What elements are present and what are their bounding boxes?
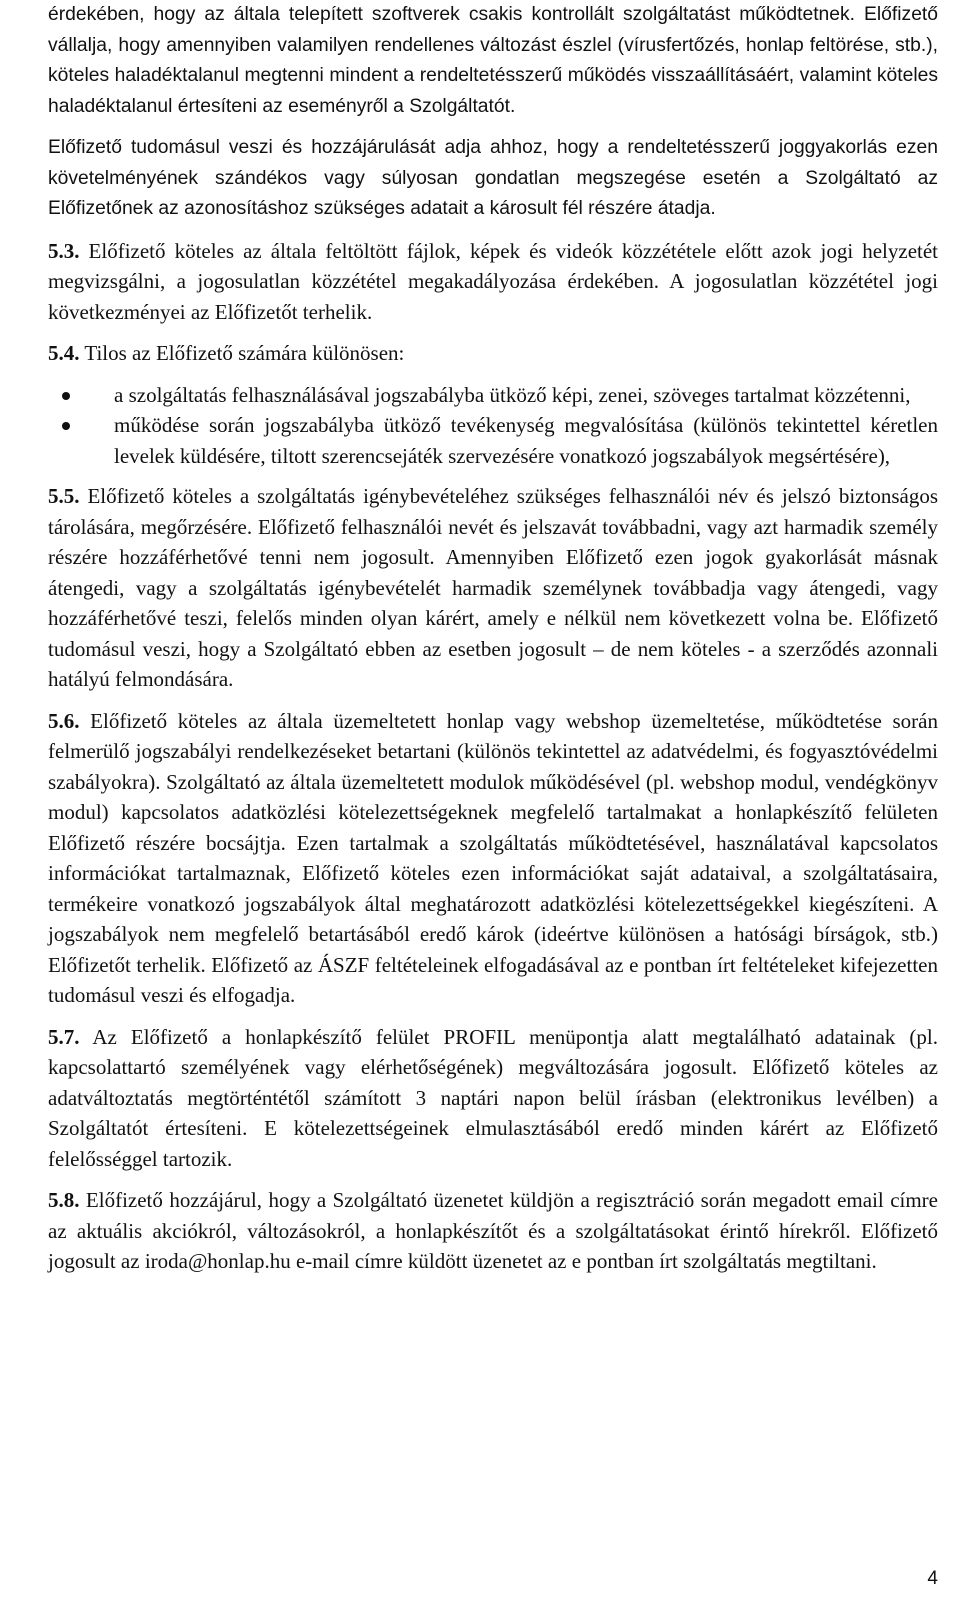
section-text: Előfizető köteles a szolgáltatás igénybevételéhez szükséges felhasználói név és jelszó biztonságos tárolására, megőrzésére. Előfizető felhasználói nevét és jelszavát továbbadni, vagy azt harmadik személy részére hozzáférhetővé tenni nem jogosult. Amennyiben Előfizető ezen jogok gyakorlását másnak átengedi, vagy a szolgáltatás igénybevételét harmadik személynek továbbadja vagy átengedi, vagy hozzáférhetővé teszi, felelős minden olyan kárért, amely e nélkül nem következett volna be. Előfizető tudomásul veszi, hogy a Szolgáltató ebben az esetben jogosult – de nem köteles - a szerződés azonnali hatályú felmondására. bbox=[48, 484, 938, 691]
section-text: Előfizető köteles az általa üzemeltetett honlap vagy webshop üzemeltetése, működtetése során felmerülő jogszabályi rendelkezéseket betartani (különös tekintettel az adatvédelmi, és fogyasztóvédelmi szabályokra). Szolgáltató az általa üzemeltetett modulok működésével (pl. webshop modul, vendégkönyv modul) kapcsolatos adatközlési kötelezettségeknek megfelelő tartalmakat a honlapkészítő felületen Előfizető részére bocsájtja. Ezen tartalmak a szolgáltatás működtetésével, használatával kapcsolatos információkat tartalmaznak, Előfizető köteles ezen információkat saját adataival, a szolgáltatásaira, termékeire vonatkozó jogszabályok által meghatározott adatközlési kötelezettségekkel kiegészíteni. A jogszabályok nem megfelelő betartásából eredő károk (ideértve különösen a hatósági bírságok, stb.) Előfizetőt terhelik. Előfizető az ÁSZF feltételeinek elfogadásával az e pontban írt feltételeket kifejezetten tudomásul veszi és elfogadja. bbox=[48, 708, 938, 1007]
list-item bbox=[48, 380, 938, 411]
section-5-6 bbox=[48, 706, 938, 1011]
section-text: Tilos az Előfizető számára különösen: bbox=[79, 341, 405, 365]
intro-paragraph-1: érdekében, hogy az általa telepített szoftverek csakis kontrollált szolgáltatást működtetnek. Előfizető vállalja, hogy amennyiben valamilyen rendellenes változást észlel (vírusfertőzés, honlap feltörése, stb.), köteles haladéktalanul megtenni mindent a rendeltetésszerű működés visszaállításáért, valamint köteles haladéktalanul értesíteni az eseményről a Szolgáltatót. bbox=[48, 4, 938, 117]
section-number: 5.6. bbox=[48, 708, 80, 733]
document-page bbox=[48, 0, 938, 1277]
section-number: 5.8. bbox=[48, 1188, 80, 1212]
section-5-7 bbox=[48, 1022, 938, 1175]
page-number: 4 bbox=[927, 1568, 938, 1589]
section-number: 5.3. bbox=[48, 238, 80, 263]
section-5-3 bbox=[48, 236, 938, 328]
list-item-text: a szolgáltatás felhasználásával jogszabályba ütköző képi, zenei, szöveges tartalmat közzétenni, bbox=[114, 382, 911, 407]
section-number: 5.7. bbox=[48, 1024, 80, 1049]
section-5-4 bbox=[48, 338, 938, 369]
bullet-icon bbox=[62, 422, 70, 430]
section-text: Az Előfizető a honlapkészítő felület PROFIL menüpontja alatt megtalálható adatainak (pl. kapcsolattartó személyének vagy elérhetőségének) megváltozására jogosult. Előfizető köteles az adatváltoztatás megtörténtétől számított 3 naptári napon belül írásban (elektronikus levélben) a Szolgáltatót értesíteni. E kötelezettségeinek elmulasztásából eredő minden kárért az Előfizető felelősséggel tartozik. bbox=[48, 1024, 938, 1171]
intro-paragraph-2: Előfizető tudomásul veszi és hozzájárulását adja ahhoz, hogy a rendeltetésszerű joggyakorlás ezen követelményének szándékos vagy súlyosan gondatlan megszegése esetén a Szolgáltató az Előfizetőnek az azonosításhoz szükséges adatait a károsult fél részére átadja. bbox=[48, 137, 938, 219]
list-item-text: működése során jogszabályba ütköző tevékenység megvalósítása (különös tekintettel kéretlen levelek küldésére, tiltott szerencsejáték szervezésére vonatkozó jogszabályok megsértésére), bbox=[114, 413, 938, 468]
section-5-8 bbox=[48, 1185, 938, 1277]
bullet-icon bbox=[62, 392, 70, 400]
section-number: 5.4. bbox=[48, 341, 80, 365]
section-5-5 bbox=[48, 481, 938, 695]
section-number: 5.5. bbox=[48, 484, 80, 508]
list-item bbox=[48, 410, 938, 471]
section-text: Előfizető köteles az általa feltöltött fájlok, képek és videók közzététele előtt azok jogi helyzetét megvizsgálni, a jogosulatlan közzététel megakadályozása érdekében. A jogosulatlan közzététel jogi következményei az Előfizetőt terhelik. bbox=[48, 238, 938, 324]
prohibited-list bbox=[48, 380, 938, 472]
section-text: Előfizető hozzájárul, hogy a Szolgáltató üzenetet küldjön a regisztráció során megadott email címre az aktuális akciókról, változásokról, a honlapkészítőt és a szolgáltatásokat érintő hírekről. Előfizető jogosult az iroda@honlap.hu e-mail címre küldött üzenetet az e pontban írt szolgáltatás megtiltani. bbox=[48, 1188, 938, 1273]
